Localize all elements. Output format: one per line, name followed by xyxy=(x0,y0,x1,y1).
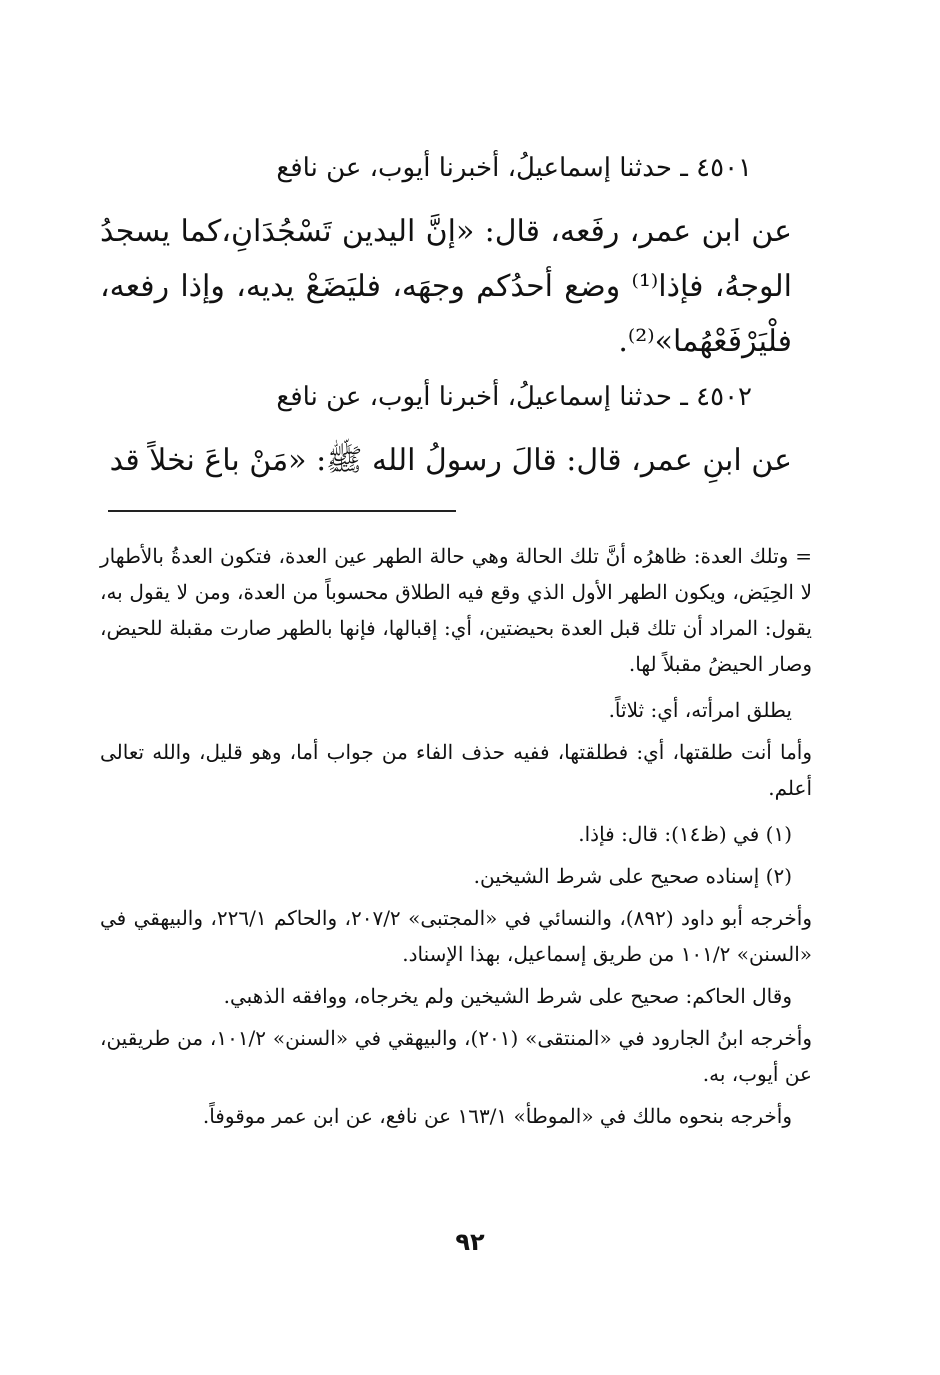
footnote-2-detail: وأخرجه أبو داود (٨٩٢)، والنسائي في «المجتبى» ٢٠٧/٢، والحاكم ٢٢٦/١، والبيهقي في «السنن» ١٠١/٢ من طريق إسماعيل، بهذا الإسناد. xyxy=(100,906,812,966)
hadith-4501-text: عن ابن عمر، رفَعه، قال: «إنَّ اليدين تَسْجُدَانِ،كما يسجدُ الوجهُ، فإذا⁽¹⁾ وضع أحدُكم وجهَه، فليَضَعْ يديه، وإذا رفعه، فلْيَرْفَعْهُما»⁽²⁾. xyxy=(100,214,792,359)
hadith-4502-text: عن ابنِ عمر، قال: قالَ رسولُ الله ﷺ: «مَنْ باعَ نخلاً قد xyxy=(109,443,792,478)
hadith-4501-heading: ٤٥٠١ ـ حدثنا إسماعيلُ، أخبرنا أيوب، عن نافع xyxy=(276,153,752,183)
hadith-4502-heading: ٤٥٠٢ ـ حدثنا إسماعيلُ، أخبرنا أيوب، عن نافع xyxy=(276,382,752,412)
footnote-continuation: وأما أنت طلقتها، أي: فطلقتها، ففيه حذف الفاء من جواب أما، وهو قليل، والله تعالى أعلم. xyxy=(100,740,812,800)
footnote-continuation: يطلق امرأته، أي: ثلاثاً. xyxy=(608,698,792,722)
footnote-2-detail: وأخرجه ابنُ الجارود في «المنتقى» (٢٠١)، والبيهقي في «السنن» ١٠١/٢، من طريقين، عن أيوب، به. xyxy=(100,1026,812,1086)
footnote-continuation: = وتلك العدة: ظاهرُه أنَّ تلك الحالة وهي حالة الطهر عين العدة، فتكون العدةُ بالأطهار لا الحِيَض، ويكون الطهر الأول الذي وقع فيه الطلاق محسوباً من العدة، ومن لا يقول به، يقول: المراد أن تلك قبل العدة بحيضتين، أي: إقبالها، فإنها بالطهر صارت مقبلة للحيض، وصار الحيضُ مقبلاً لها. xyxy=(100,544,812,676)
footnote-separator-wrap xyxy=(100,510,812,512)
footnote-1: (١) في (ظ١٤): قال: فإذا. xyxy=(578,822,792,846)
page-number: ٩٢ xyxy=(455,1228,485,1256)
footnote-separator xyxy=(108,510,456,512)
page-body xyxy=(100,148,812,1140)
footnote-2: (٢) إسناده صحيح على شرط الشيخين. xyxy=(473,864,792,888)
footnote-2-detail: وقال الحاكم: صحيح على شرط الشيخين ولم يخرجاه، ووافقه الذهبي. xyxy=(223,984,792,1008)
footnote-2-detail: وأخرجه بنحوه مالك في «الموطأ» ١٦٣/١ عن نافع، عن ابن عمر موقوفاً. xyxy=(202,1104,792,1128)
footnotes xyxy=(100,538,812,1134)
